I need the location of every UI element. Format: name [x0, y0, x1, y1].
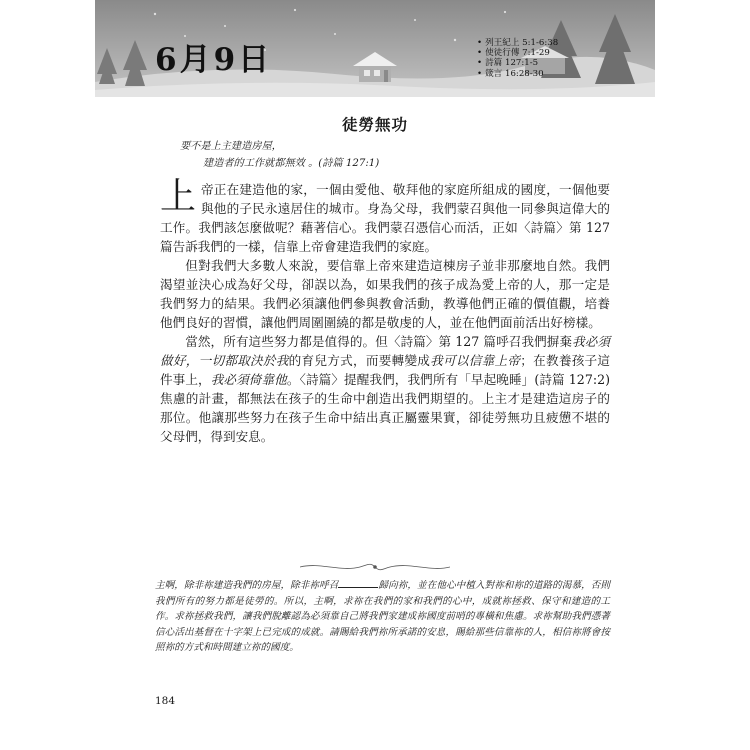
header-banner [95, 0, 655, 97]
paragraph-3: 當然，所有這些努力都是值得的。但〈詩篇〉第 127 篇呼召我們摒棄我必須做好，一切都取決於我的育兒方式，而要轉變成我可以信靠上帝；在教養孩子這件事上，我必須倚靠他。〈詩篇〉提醒我們，我們所有「早起晚睡」(詩篇 127:2) 焦慮的計畫，都無法在孩子的生命中創造出我們期望的。上主才是建造這房子的那位。他讓那些努力在孩子生命中結出真正屬靈果實，卻徒勞無功且疲憊不堪的父母們，得到安息。 [160, 334, 611, 444]
key-verse-line-1: 要不是上主建造房屋， [180, 141, 282, 152]
devotional-title: 徒勞無功 [341, 115, 408, 134]
page-number: 184 [155, 695, 176, 707]
closing-prayer: 主啊，除非祢建造我們的房屋，除非祢呼召 歸向祢，並在他心中植入對祢和祢的道路的渴慕，否則我們所有的努力都是徒勞的。所以，主啊，求祢在我們的家和我們的心中，成就祢拯救、保守和建造的工作。求祢拯救我們，讓我們脫離認為必須靠自己將我們家建成祢國度前哨的專橫和焦慮。求祢幫助我們憑著信心活出基督在十字架上已完成的成就。請賜給我們祢所承諾的安息，賜給那些信靠祢的人，相信祢將會按照祢的方式和時間建立祢的國度。 [155, 580, 611, 654]
reading-item: • 詩篇 127:1-5 [477, 58, 558, 68]
reading-item: • 箴言 16:28-30 [477, 69, 558, 79]
reading-item: • 列王紀上 5:1-6:38 [477, 38, 558, 48]
daily-readings-list [477, 38, 558, 79]
drop-cap: 上 [160, 176, 197, 217]
ornament-divider-icon [300, 560, 450, 574]
date-heading: 6月9日 [155, 42, 273, 78]
paragraph-2: 但對我們大多數人來說，要信靠上帝來建造這棟房子並非那麼地自然。我們渴望並決心成為好父母，卻誤以為，如果我們的孩子成為愛上帝的人，那一定是我們努力的結果。我們必須讓他們參與教會活動，教導他們正確的價值觀，培養他們良好的習慣，讓他們周圍圍繞的都是敬虔的人，並在他們面前活出好榜樣。 [160, 258, 610, 330]
reading-item: • 使徒行傳 7:1-29 [477, 48, 558, 58]
paragraph-1: 上帝正在建造他的家，一個由愛他、敬拜他的家庭所組成的國度，一個他要與他的子民永遠居住的城市。身為父母，我們蒙召與他一同參與這偉大的工作。我們該怎麼做呢？藉著信心。我們蒙召憑信心而活，正如〈詩篇〉第 127 篇告訴我們的一樣，信靠上帝會建造我們的家庭。 [160, 176, 610, 254]
devotional-body [160, 176, 611, 446]
fill-in-blank [338, 578, 378, 588]
key-verse-line-2: 建造者的工作就都無效 。(詩篇 127:1) [203, 158, 380, 169]
